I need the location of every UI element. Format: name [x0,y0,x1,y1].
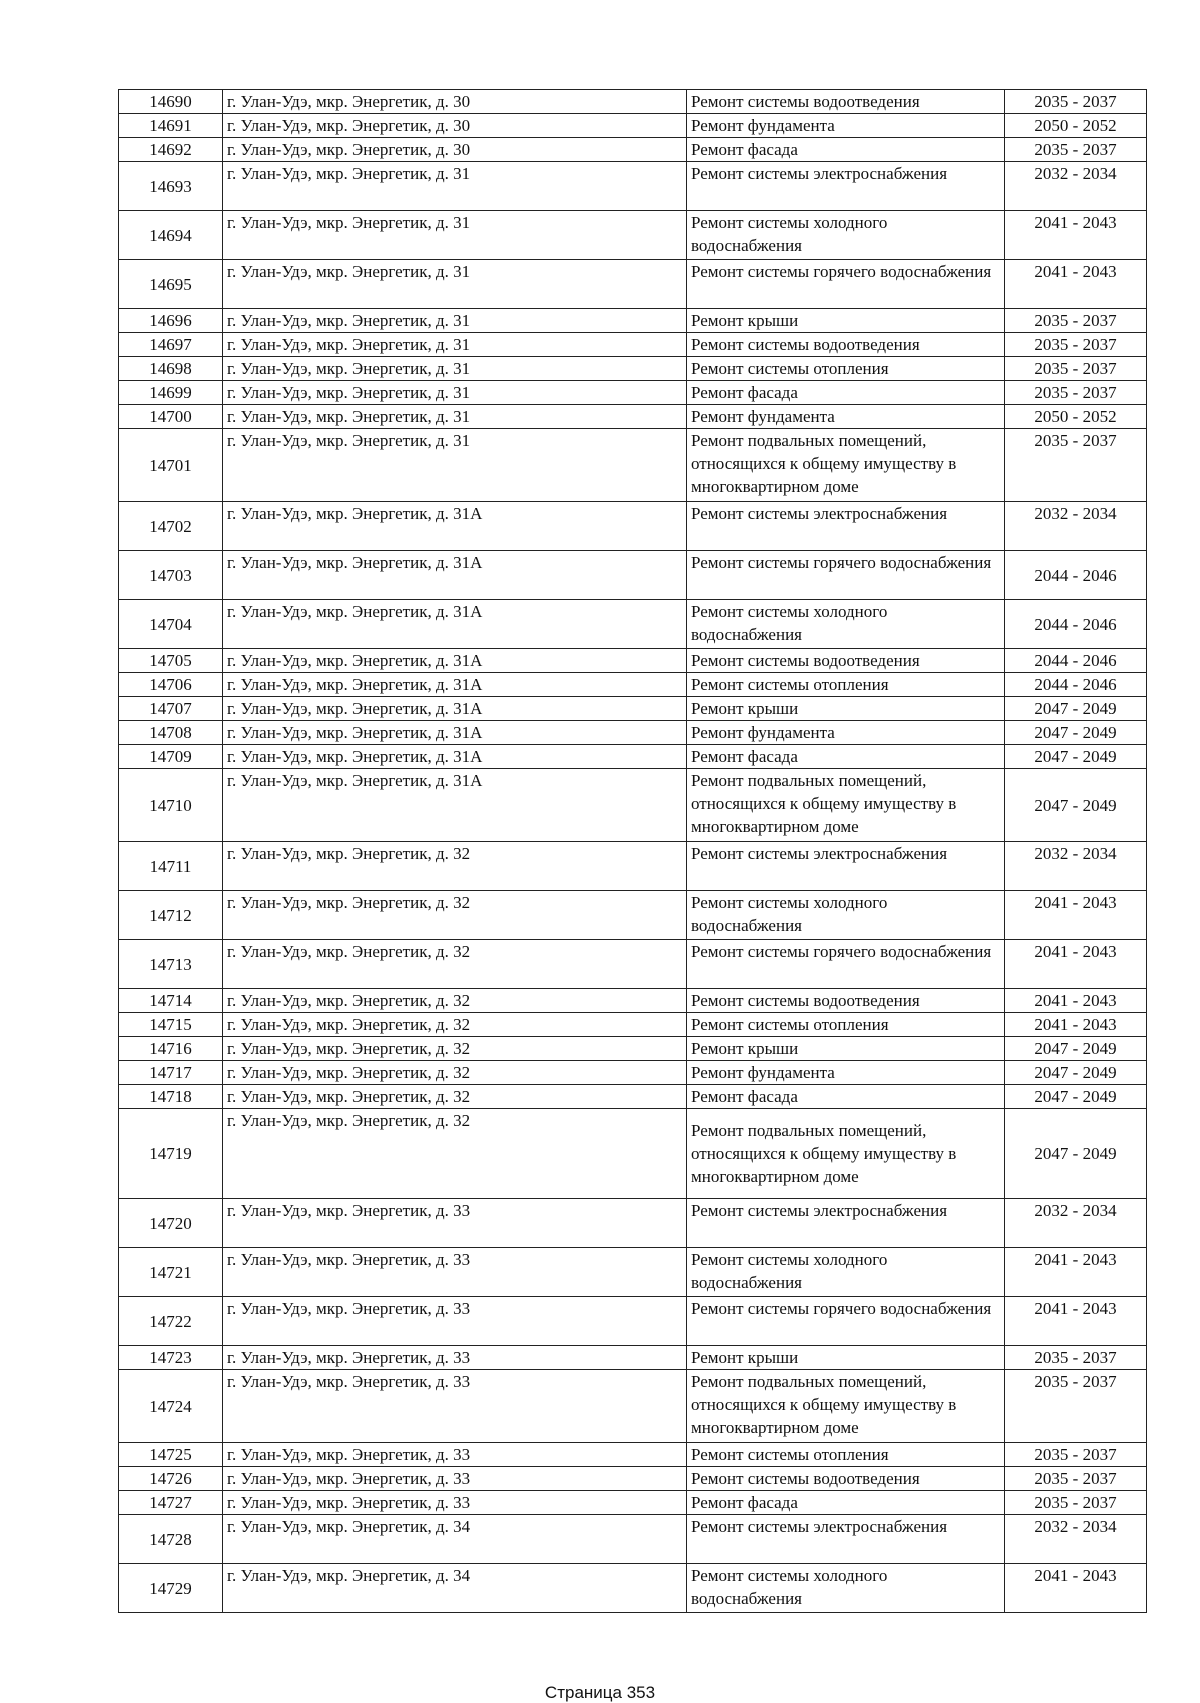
work-type-cell: Ремонт подвальных помещений, относящихся к общему имуществу в многоквартирном доме [687,1109,1005,1199]
work-type-cell: Ремонт фундамента [687,721,1005,745]
address-cell: г. Улан-Удэ, мкр. Энергетик, д. 31 [223,429,687,502]
work-type-cell: Ремонт системы водоотведения [687,90,1005,114]
work-type-cell: Ремонт крыши [687,1346,1005,1370]
address-cell: г. Улан-Удэ, мкр. Энергетик, д. 32 [223,1013,687,1037]
address-cell: г. Улан-Удэ, мкр. Энергетик, д. 33 [223,1297,687,1346]
table-row [119,1037,1147,1061]
work-type-cell: Ремонт фасада [687,381,1005,405]
work-type-cell: Ремонт системы отопления [687,1013,1005,1037]
years-cell: 2035 - 2037 [1005,90,1147,114]
work-type-cell: Ремонт системы холодного водоснабжения [687,600,1005,649]
years-cell: 2035 - 2037 [1005,357,1147,381]
years-cell: 2044 - 2046 [1005,649,1147,673]
years-cell: 2047 - 2049 [1005,769,1147,842]
work-type-cell: Ремонт системы горячего водоснабжения [687,1297,1005,1346]
row-number-cell: 14715 [119,1013,223,1037]
row-number-cell: 14714 [119,989,223,1013]
table-row [119,333,1147,357]
work-type-cell: Ремонт системы электроснабжения [687,1199,1005,1248]
repair-schedule-table [118,89,1147,1613]
table-row [119,551,1147,600]
table-row [119,1564,1147,1613]
row-number-cell: 14696 [119,309,223,333]
row-number-cell: 14693 [119,162,223,211]
row-number-cell: 14706 [119,673,223,697]
address-cell: г. Улан-Удэ, мкр. Энергетик, д. 31А [223,502,687,551]
table-row [119,842,1147,891]
years-cell: 2041 - 2043 [1005,891,1147,940]
years-cell: 2047 - 2049 [1005,1109,1147,1199]
row-number-cell: 14692 [119,138,223,162]
row-number-cell: 14707 [119,697,223,721]
address-cell: г. Улан-Удэ, мкр. Энергетик, д. 32 [223,940,687,989]
address-cell: г. Улан-Удэ, мкр. Энергетик, д. 31А [223,673,687,697]
row-number-cell: 14699 [119,381,223,405]
years-cell: 2035 - 2037 [1005,1491,1147,1515]
years-cell: 2041 - 2043 [1005,1248,1147,1297]
address-cell: г. Улан-Удэ, мкр. Энергетик, д. 31 [223,333,687,357]
row-number-cell: 14725 [119,1443,223,1467]
work-type-cell: Ремонт фасада [687,745,1005,769]
years-cell: 2032 - 2034 [1005,1199,1147,1248]
table-row [119,138,1147,162]
address-cell: г. Улан-Удэ, мкр. Энергетик, д. 31А [223,721,687,745]
work-type-cell: Ремонт крыши [687,697,1005,721]
table-row [119,1346,1147,1370]
address-cell: г. Улан-Удэ, мкр. Энергетик, д. 31 [223,405,687,429]
table-row [119,162,1147,211]
years-cell: 2035 - 2037 [1005,381,1147,405]
years-cell: 2047 - 2049 [1005,697,1147,721]
work-type-cell: Ремонт подвальных помещений, относящихся к общему имуществу в многоквартирном доме [687,1370,1005,1443]
row-number-cell: 14723 [119,1346,223,1370]
years-cell: 2047 - 2049 [1005,1037,1147,1061]
table-row [119,1248,1147,1297]
address-cell: г. Улан-Удэ, мкр. Энергетик, д. 32 [223,1061,687,1085]
address-cell: г. Улан-Удэ, мкр. Энергетик, д. 33 [223,1346,687,1370]
work-type-cell: Ремонт системы отопления [687,1443,1005,1467]
row-number-cell: 14690 [119,90,223,114]
years-cell: 2035 - 2037 [1005,1467,1147,1491]
years-cell: 2032 - 2034 [1005,1515,1147,1564]
address-cell: г. Улан-Удэ, мкр. Энергетик, д. 31 [223,309,687,333]
work-type-cell: Ремонт системы холодного водоснабжения [687,891,1005,940]
row-number-cell: 14728 [119,1515,223,1564]
work-type-cell: Ремонт системы горячего водоснабжения [687,260,1005,309]
work-type-cell: Ремонт системы отопления [687,673,1005,697]
table-body [119,90,1147,1613]
address-cell: г. Улан-Удэ, мкр. Энергетик, д. 30 [223,138,687,162]
address-cell: г. Улан-Удэ, мкр. Энергетик, д. 33 [223,1370,687,1443]
years-cell: 2047 - 2049 [1005,1061,1147,1085]
table-row [119,114,1147,138]
years-cell: 2035 - 2037 [1005,1370,1147,1443]
address-cell: г. Улан-Удэ, мкр. Энергетик, д. 33 [223,1443,687,1467]
address-cell: г. Улан-Удэ, мкр. Энергетик, д. 32 [223,1085,687,1109]
work-type-cell: Ремонт фасада [687,1491,1005,1515]
row-number-cell: 14704 [119,600,223,649]
table-row [119,309,1147,333]
years-cell: 2032 - 2034 [1005,502,1147,551]
work-type-cell: Ремонт системы водоотведения [687,333,1005,357]
row-number-cell: 14713 [119,940,223,989]
row-number-cell: 14709 [119,745,223,769]
address-cell: г. Улан-Удэ, мкр. Энергетик, д. 31 [223,357,687,381]
row-number-cell: 14703 [119,551,223,600]
table-row [119,1515,1147,1564]
table-row [119,211,1147,260]
years-cell: 2041 - 2043 [1005,260,1147,309]
row-number-cell: 14717 [119,1061,223,1085]
table-row [119,600,1147,649]
address-cell: г. Улан-Удэ, мкр. Энергетик, д. 32 [223,989,687,1013]
work-type-cell: Ремонт фундамента [687,1061,1005,1085]
years-cell: 2050 - 2052 [1005,114,1147,138]
address-cell: г. Улан-Удэ, мкр. Энергетик, д. 31 [223,211,687,260]
row-number-cell: 14691 [119,114,223,138]
address-cell: г. Улан-Удэ, мкр. Энергетик, д. 31 [223,260,687,309]
work-type-cell: Ремонт системы электроснабжения [687,162,1005,211]
years-cell: 2044 - 2046 [1005,600,1147,649]
row-number-cell: 14716 [119,1037,223,1061]
work-type-cell: Ремонт системы электроснабжения [687,502,1005,551]
table-row [119,429,1147,502]
work-type-cell: Ремонт системы электроснабжения [687,842,1005,891]
address-cell: г. Улан-Удэ, мкр. Энергетик, д. 32 [223,1037,687,1061]
years-cell: 2035 - 2037 [1005,1346,1147,1370]
table-row [119,673,1147,697]
work-type-cell: Ремонт системы горячего водоснабжения [687,551,1005,600]
work-type-cell: Ремонт подвальных помещений, относящихся к общему имуществу в многоквартирном доме [687,429,1005,502]
work-type-cell: Ремонт фундамента [687,405,1005,429]
table-row [119,1297,1147,1346]
table-row [119,1491,1147,1515]
work-type-cell: Ремонт фундамента [687,114,1005,138]
years-cell: 2041 - 2043 [1005,1013,1147,1037]
address-cell: г. Улан-Удэ, мкр. Энергетик, д. 32 [223,842,687,891]
years-cell: 2041 - 2043 [1005,211,1147,260]
address-cell: г. Улан-Удэ, мкр. Энергетик, д. 34 [223,1515,687,1564]
address-cell: г. Улан-Удэ, мкр. Энергетик, д. 33 [223,1491,687,1515]
work-type-cell: Ремонт системы отопления [687,357,1005,381]
address-cell: г. Улан-Удэ, мкр. Энергетик, д. 33 [223,1467,687,1491]
work-type-cell: Ремонт фасада [687,138,1005,162]
address-cell: г. Улан-Удэ, мкр. Энергетик, д. 31А [223,697,687,721]
row-number-cell: 14700 [119,405,223,429]
table-row [119,989,1147,1013]
row-number-cell: 14720 [119,1199,223,1248]
row-number-cell: 14701 [119,429,223,502]
address-cell: г. Улан-Удэ, мкр. Энергетик, д. 34 [223,1564,687,1613]
address-cell: г. Улан-Удэ, мкр. Энергетик, д. 31 [223,162,687,211]
table-row [119,940,1147,989]
table-row [119,405,1147,429]
page-number: Страница 353 [544,1683,656,1702]
work-type-cell: Ремонт системы холодного водоснабжения [687,1564,1005,1613]
table-row [119,697,1147,721]
row-number-cell: 14708 [119,721,223,745]
table-row [119,1109,1147,1199]
address-cell: г. Улан-Удэ, мкр. Энергетик, д. 30 [223,114,687,138]
address-cell: г. Улан-Удэ, мкр. Энергетик, д. 33 [223,1248,687,1297]
row-number-cell: 14710 [119,769,223,842]
table-row [119,1085,1147,1109]
years-cell: 2044 - 2046 [1005,551,1147,600]
years-cell: 2041 - 2043 [1005,940,1147,989]
table-row [119,357,1147,381]
row-number-cell: 14719 [119,1109,223,1199]
table-row [119,721,1147,745]
work-type-cell: Ремонт системы водоотведения [687,649,1005,673]
address-cell: г. Улан-Удэ, мкр. Энергетик, д. 31А [223,649,687,673]
table-row [119,90,1147,114]
table-row [119,1061,1147,1085]
table-row [119,502,1147,551]
work-type-cell: Ремонт системы электроснабжения [687,1515,1005,1564]
table-row [119,1467,1147,1491]
table-row [119,745,1147,769]
years-cell: 2047 - 2049 [1005,721,1147,745]
row-number-cell: 14695 [119,260,223,309]
row-number-cell: 14711 [119,842,223,891]
row-number-cell: 14705 [119,649,223,673]
table-row [119,381,1147,405]
work-type-cell: Ремонт системы водоотведения [687,989,1005,1013]
row-number-cell: 14718 [119,1085,223,1109]
table-row [119,769,1147,842]
row-number-cell: 14729 [119,1564,223,1613]
work-type-cell: Ремонт системы горячего водоснабжения [687,940,1005,989]
row-number-cell: 14694 [119,211,223,260]
address-cell: г. Улан-Удэ, мкр. Энергетик, д. 31А [223,769,687,842]
years-cell: 2032 - 2034 [1005,162,1147,211]
years-cell: 2047 - 2049 [1005,745,1147,769]
address-cell: г. Улан-Удэ, мкр. Энергетик, д. 30 [223,90,687,114]
row-number-cell: 14722 [119,1297,223,1346]
row-number-cell: 14721 [119,1248,223,1297]
years-cell: 2035 - 2037 [1005,309,1147,333]
address-cell: г. Улан-Удэ, мкр. Энергетик, д. 32 [223,891,687,940]
table-row [119,891,1147,940]
years-cell: 2035 - 2037 [1005,138,1147,162]
table-row [119,1370,1147,1443]
work-type-cell: Ремонт системы холодного водоснабжения [687,1248,1005,1297]
table-row [119,1013,1147,1037]
table-row [119,260,1147,309]
work-type-cell: Ремонт системы холодного водоснабжения [687,211,1005,260]
years-cell: 2035 - 2037 [1005,1443,1147,1467]
row-number-cell: 14727 [119,1491,223,1515]
years-cell: 2047 - 2049 [1005,1085,1147,1109]
address-cell: г. Улан-Удэ, мкр. Энергетик, д. 31А [223,551,687,600]
work-type-cell: Ремонт подвальных помещений, относящихся к общему имуществу в многоквартирном доме [687,769,1005,842]
table-row [119,649,1147,673]
row-number-cell: 14724 [119,1370,223,1443]
row-number-cell: 14726 [119,1467,223,1491]
years-cell: 2041 - 2043 [1005,1297,1147,1346]
row-number-cell: 14712 [119,891,223,940]
address-cell: г. Улан-Удэ, мкр. Энергетик, д. 33 [223,1199,687,1248]
years-cell: 2050 - 2052 [1005,405,1147,429]
row-number-cell: 14702 [119,502,223,551]
address-cell: г. Улан-Удэ, мкр. Энергетик, д. 32 [223,1109,687,1199]
row-number-cell: 14698 [119,357,223,381]
address-cell: г. Улан-Удэ, мкр. Энергетик, д. 31 [223,381,687,405]
work-type-cell: Ремонт крыши [687,309,1005,333]
table-row [119,1443,1147,1467]
table-row [119,1199,1147,1248]
years-cell: 2041 - 2043 [1005,1564,1147,1613]
years-cell: 2035 - 2037 [1005,333,1147,357]
work-type-cell: Ремонт крыши [687,1037,1005,1061]
row-number-cell: 14697 [119,333,223,357]
years-cell: 2032 - 2034 [1005,842,1147,891]
years-cell: 2044 - 2046 [1005,673,1147,697]
work-type-cell: Ремонт фасада [687,1085,1005,1109]
address-cell: г. Улан-Удэ, мкр. Энергетик, д. 31А [223,600,687,649]
years-cell: 2035 - 2037 [1005,429,1147,502]
work-type-cell: Ремонт системы водоотведения [687,1467,1005,1491]
years-cell: 2041 - 2043 [1005,989,1147,1013]
address-cell: г. Улан-Удэ, мкр. Энергетик, д. 31А [223,745,687,769]
